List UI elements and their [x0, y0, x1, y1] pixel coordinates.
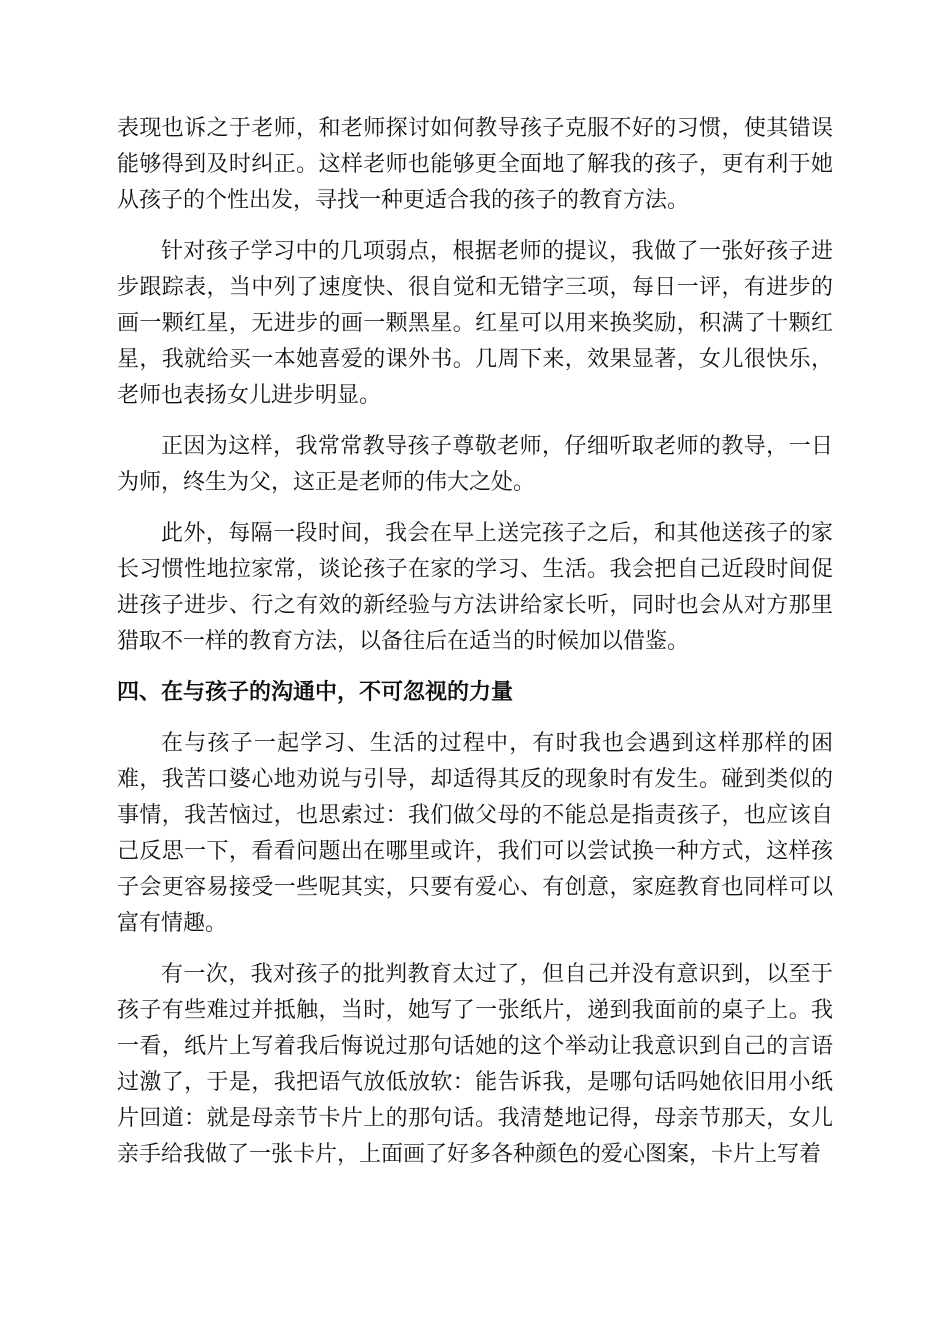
- paragraph-parent-exchange: 此外，每隔一段时间，我会在早上送完孩子之后，和其他送孩子的家长习惯性地拉家常，谈论孩子在家的学习、生活。我会把自己近段时间促进孩子进步、行之有效的新经验与方法讲给家长听，同时也会从对方那里猎取不一样的教育方法，以备往后在适当的时候加以借鉴。: [117, 521, 833, 654]
- paragraph-communication: 在与孩子一起学习、生活的过程中，有时我也会遇到这样那样的困难，我苦口婆心地劝说与引导，却适得其反的现象时有发生。碰到类似的事情，我苦恼过，也思索过：我们做父母的不能总是指责孩子，也应该自己反思一下，看看问题出在哪里或许，我们可以尝试换一种方式，这样孩子会更容易接受一些呢其实，只要有爱心、有创意，家庭教育也同样可以富有情趣。: [117, 731, 833, 936]
- section-heading: 四、在与孩子的沟通中，不可忽视的力量: [117, 680, 514, 705]
- document-body: [117, 111, 833, 1188]
- paragraph-respect-teacher: 正因为这样，我常常教导孩子尊敬老师，仔细听取老师的教导，一日为师，终生为父，这正是老师的伟大之处。: [117, 434, 833, 495]
- paragraph-note-story: 有一次，我对孩子的批判教育太过了，但自己并没有意识到，以至于孩子有些难过并抵触，当时，她写了一张纸片，递到我面前的桌子上。我一看，纸片上写着我后悔说过那句话她的这个举动让我意识到自己的言语过激了，于是，我把语气放低放软：能告诉我，是哪句话吗她依旧用小纸片回道：就是母亲节卡片上的那句话。我清楚地记得，母亲节那天，女儿亲手给我做了一张卡片，上面画了好多各种颜色的爱心图案，卡片上写着: [117, 962, 833, 1167]
- paragraph-continued: 表现也诉之于老师，和老师探讨如何教导孩子克服不好的习惯，使其错误能够得到及时纠正。这样老师也能够更全面地了解我的孩子，更有利于她从孩子的个性出发，寻找一种更适合我的孩子的教育方法。: [117, 116, 833, 213]
- paragraph-progress-tracker: 针对孩子学习中的几项弱点，根据老师的提议，我做了一张好孩子进步跟踪表，当中列了速度快、很自觉和无错字三项，每日一评，有进步的画一颗红星，无进步的画一颗黑星。红星可以用来换奖励，积满了十颗红星，我就给买一本她喜爱的课外书。几周下来，效果显著，女儿很快乐，老师也表扬女儿进步明显。: [117, 239, 833, 408]
